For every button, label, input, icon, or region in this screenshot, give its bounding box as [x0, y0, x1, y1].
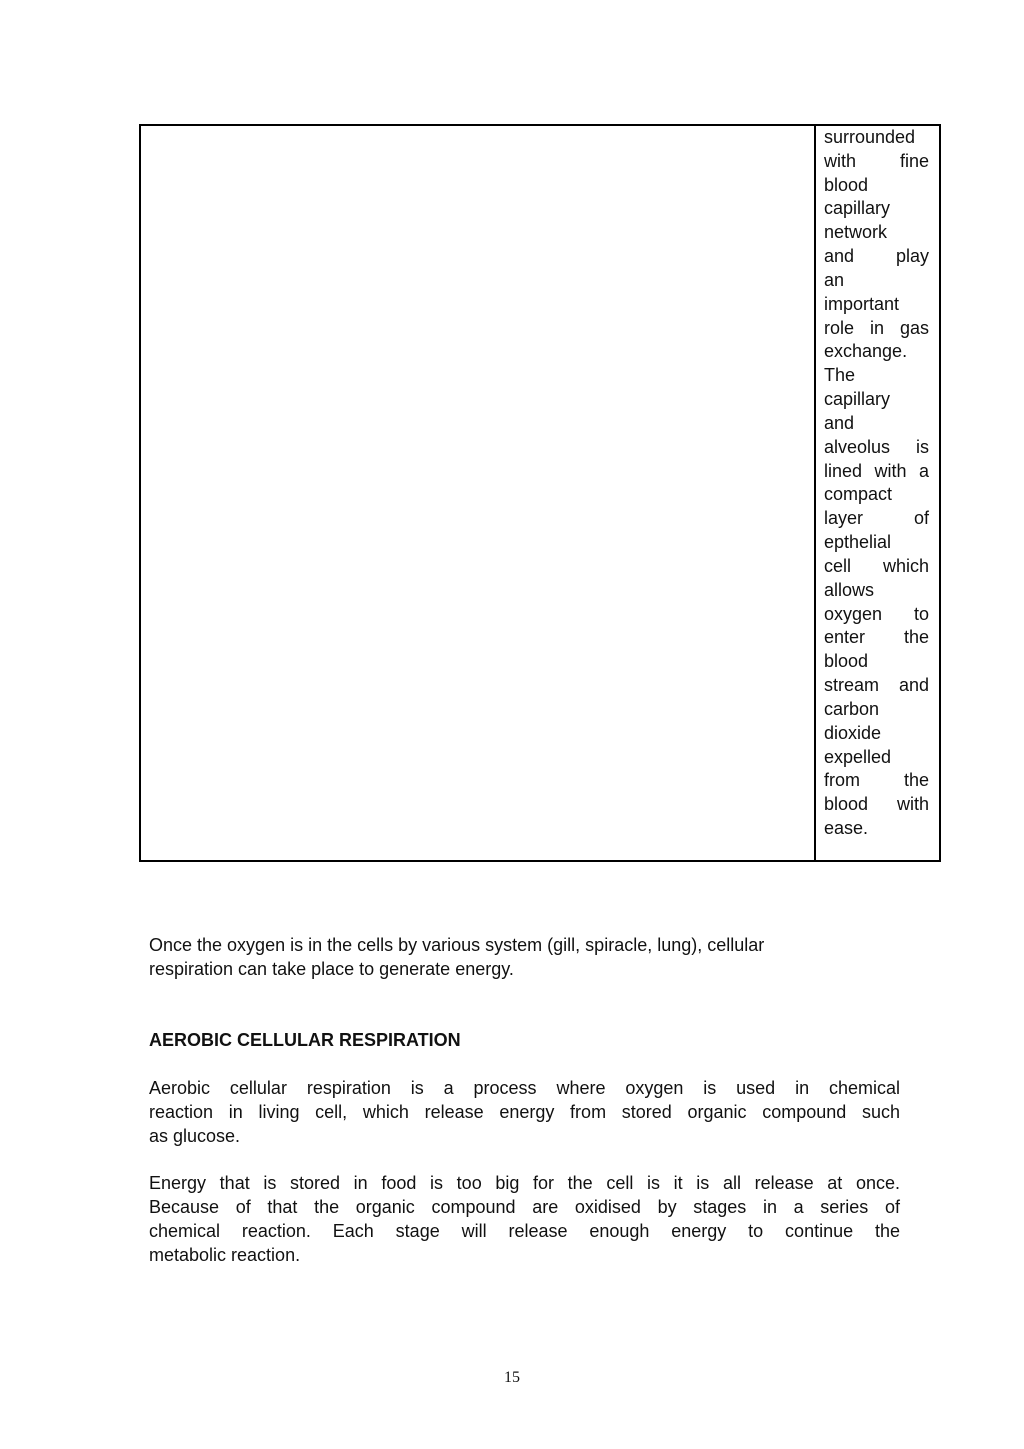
table-cell-line [824, 221, 929, 245]
table-cell-word: surrounded [824, 127, 916, 147]
paragraph-line: chemical reaction. Each stage will release enough energy to continue the [149, 1221, 900, 1241]
table-cell-line [824, 603, 929, 627]
table-cell-line [824, 483, 929, 507]
table-cell-line [824, 340, 929, 364]
table-cell-word: important [824, 293, 900, 314]
table-cell-line [824, 436, 929, 460]
table-cell-word: which [882, 555, 929, 576]
table-cell-word: an [824, 269, 845, 290]
table-cell-line [824, 293, 929, 317]
table-cell-line [824, 817, 929, 841]
table-cell-word: network [824, 222, 888, 243]
table-cell-word: and [824, 412, 855, 433]
table-cell-word: blood [824, 794, 869, 815]
table-cell-word: and [824, 246, 855, 267]
table-cell-word: to [913, 603, 929, 624]
table-cell-word: with [874, 460, 907, 481]
paragraph-line: reaction in living cell, which release energy from stored organic compound such [149, 1102, 900, 1122]
table-cell-line [824, 579, 929, 603]
table-column-divider [814, 124, 816, 862]
table-cell-word: is [916, 436, 929, 457]
table-cell-word: blood [824, 651, 869, 672]
table-cell-word: play [895, 246, 929, 267]
table-cell-word: expelled [824, 746, 892, 767]
table-cell-word: gas [899, 317, 929, 338]
table-cell-line [824, 769, 929, 793]
table-cell-line [824, 722, 929, 746]
paragraph-line: Once the oxygen is in the cells by various system (gill, spiracle, lung), cellular [149, 935, 765, 955]
table-cell-line [824, 150, 929, 174]
table-cell-word: oxygen [824, 603, 883, 624]
table-cell-word: alveolus [824, 436, 891, 457]
table-cell-word: and [898, 675, 929, 696]
table-cell-word: a [918, 460, 929, 481]
table-cell-right [824, 126, 929, 841]
table-cell-word: exchange. [824, 341, 908, 362]
table-cell-line [824, 317, 929, 341]
table-cell-line [824, 412, 929, 436]
table-cell-line [824, 460, 929, 484]
table-cell-line [824, 555, 929, 579]
table-cell-word: stream [824, 675, 880, 696]
table-frame [139, 124, 941, 862]
table-cell-word: the [903, 627, 929, 648]
table-cell-line [824, 197, 929, 221]
table-cell-word: enter [824, 627, 866, 648]
table-cell-line [824, 364, 929, 388]
table-cell-word: ease. [824, 818, 869, 839]
table-cell-word: capillary [824, 389, 891, 410]
table-cell-line [824, 650, 929, 674]
table-cell-word: lined [824, 460, 863, 481]
table-cell-word: in [869, 317, 884, 338]
table-cell-line [824, 507, 929, 531]
table-cell-line [824, 674, 929, 698]
table-cell-word: carbon [824, 698, 880, 719]
table-cell-word: of [913, 508, 929, 529]
table-cell-word: fine [899, 150, 929, 171]
paragraph-aerobic-definition [149, 1076, 900, 1148]
table-cell-word: compact [824, 484, 893, 505]
table-cell-word: dioxide [824, 722, 882, 743]
table-cell-line [824, 698, 929, 722]
table-cell-word: with [896, 794, 929, 815]
table-cell-line [824, 269, 929, 293]
table-cell-line [824, 245, 929, 269]
table-cell-word: allows [824, 579, 875, 600]
page-number: 15 [504, 1369, 520, 1386]
table-cell-line [824, 388, 929, 412]
paragraph-line: respiration can take place to generate energy. [149, 959, 514, 979]
table-cell-word: from [824, 770, 860, 791]
table-cell-word: with [824, 150, 857, 171]
paragraph-line: Energy that is stored in food is too big for the cell is it is all release at once. [149, 1173, 900, 1193]
table-cell-line [824, 746, 929, 770]
table-cell-word: blood [824, 174, 869, 195]
table-cell-word: the [903, 770, 929, 791]
table-cell-line [824, 174, 929, 198]
paragraph-line: as glucose. [149, 1126, 241, 1146]
section-heading: AEROBIC CELLULAR RESPIRATION [149, 1030, 461, 1050]
table-cell-word: cell [824, 555, 852, 576]
table-cell-word: capillary [824, 198, 891, 219]
table-cell-line [824, 626, 929, 650]
intro-paragraph [149, 933, 900, 981]
table-cell-line [824, 793, 929, 817]
paragraph-line: Because of that the organic compound are oxidised by stages in a series of [149, 1197, 900, 1217]
paragraph-line: Aerobic cellular respiration is a process where oxygen is used in chemical [149, 1078, 900, 1098]
table-cell-word: layer [824, 508, 864, 529]
table-cell-word: role [824, 317, 855, 338]
table-cell-line [824, 126, 929, 150]
table-cell-word: The [824, 365, 856, 386]
table-cell-word: epthelial [824, 532, 892, 553]
paragraph-line: metabolic reaction. [149, 1245, 301, 1265]
table-cell-line [824, 531, 929, 555]
paragraph-energy-stages [149, 1171, 900, 1267]
